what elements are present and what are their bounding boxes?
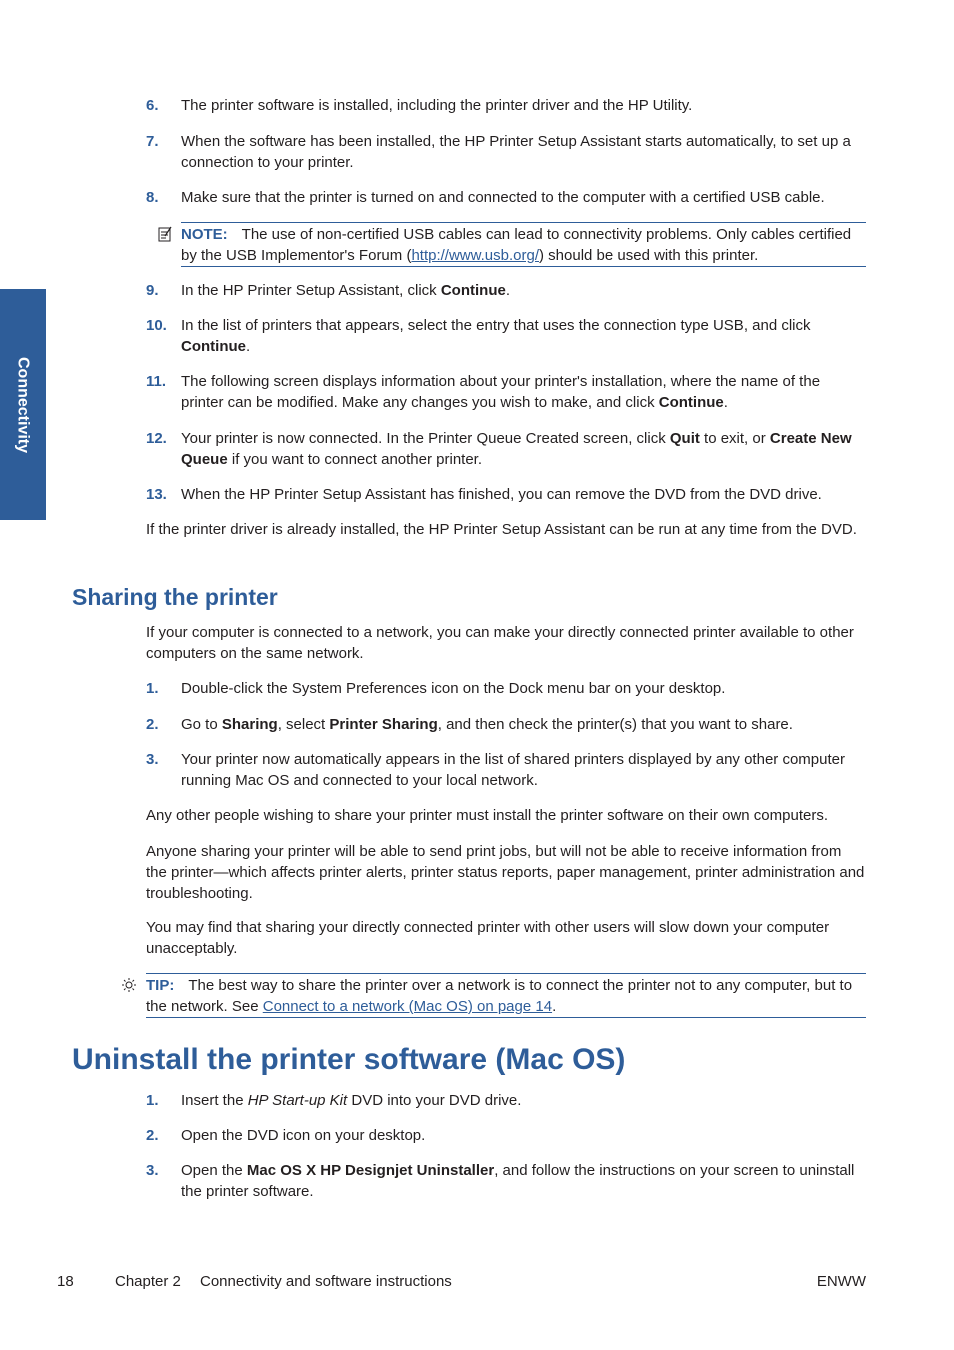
list-item (146, 428, 866, 470)
lightbulb-icon (121, 977, 137, 993)
step-text: Double-click the System Preferences icon on the Dock menu bar on your desktop. (181, 680, 726, 697)
note-label: NOTE: (181, 226, 228, 243)
paragraph: If the printer driver is already installed, the HP Printer Setup Assistant can be run at any time from the DVD. (146, 521, 857, 538)
paragraph: You may find that sharing your directly connected printer with other users will slow down your computer unacceptably. (146, 919, 830, 957)
footer-chapter-title: Connectivity and software instructions (200, 1273, 452, 1290)
step-text: Your printer is now connected. In the Printer Queue Created screen, click Quit to exit, or Create New Queue if you want to connect another printer. (181, 430, 852, 468)
footer-locale: ENWW (816, 1273, 866, 1290)
chapter-heading: Uninstall the printer software (Mac OS) (72, 1043, 626, 1076)
step-number: 9. (146, 282, 159, 299)
step-number: 3. (146, 1162, 159, 1179)
list-item (146, 1125, 866, 1146)
tip-label: TIP: (146, 977, 175, 994)
list-item (146, 315, 866, 357)
step-text: Go to Sharing, select Printer Sharing, and then check the printer(s) that you want to share. (181, 716, 793, 733)
list-item (146, 1160, 866, 1202)
step-text: Your printer now automatically appears in the list of shared printers displayed by any other computer running Mac OS and connected to your local network. (181, 751, 845, 789)
list-item (146, 484, 866, 505)
side-tab (0, 289, 46, 520)
section-heading: Sharing the printer (72, 584, 278, 610)
step-number: 10. (146, 317, 167, 334)
list-item (146, 371, 866, 413)
step-text: The printer software is installed, including the printer driver and the HP Utility. (181, 97, 693, 114)
side-tab-label: Connectivity (14, 356, 32, 453)
list-item (146, 131, 866, 173)
paragraph: If your computer is connected to a network, you can make your directly connected printer available to other computers on the same network. (146, 624, 854, 662)
step-number: 13. (146, 486, 167, 503)
note-text (181, 223, 866, 266)
step-text: The following screen displays information about your printer's installation, where the name of the printer can be modified. Make any changes you wish to make, and click Continue. (181, 373, 821, 411)
list-item (146, 678, 866, 699)
paragraph: Any other people wishing to share your printer must install the printer software on their own computers. (146, 807, 829, 824)
connect-network-link[interactable]: Connect to a network (Mac OS) on page 14 (262, 998, 553, 1015)
list-item (146, 1090, 866, 1111)
tip-box (146, 973, 866, 1018)
footer-chapter: Chapter 2 (115, 1273, 181, 1290)
step-number: 6. (146, 97, 159, 114)
tip-text (146, 974, 866, 1017)
tip-body-end: . (552, 998, 557, 1015)
step-text: Insert the HP Start-up Kit DVD into your DVD drive. (181, 1092, 522, 1109)
step-number: 2. (146, 716, 159, 733)
list-item (146, 749, 866, 791)
step-text: When the HP Printer Setup Assistant has finished, you can remove the DVD from the DVD drive. (181, 486, 822, 503)
step-number: 8. (146, 189, 159, 206)
tip-body: The best way to share the printer over a network is to connect the printer not to any computer, but to the network. See (146, 977, 853, 1015)
paragraph: Anyone sharing your printer will be able to send print jobs, but will not be able to receive information from the printer—which affects printer alerts, printer status reports, paper management, printer administration and troubleshooting. (146, 843, 865, 902)
usb-link[interactable]: http://www.usb.org/ (411, 247, 539, 264)
page-number: 18 (57, 1273, 74, 1290)
step-text: Open the Mac OS X HP Designjet Uninstaller, and follow the instructions on your screen to uninstall the printer software. (181, 1162, 855, 1200)
step-number: 2. (146, 1127, 159, 1144)
step-text: Open the DVD icon on your desktop. (181, 1127, 426, 1144)
step-number: 12. (146, 430, 167, 447)
note-body: The use of non-certified USB cables can lead to connectivity problems. Only cables certified by the USB Implementor's Forum ( (181, 226, 852, 264)
list-item (146, 280, 866, 301)
step-number: 11. (146, 373, 167, 390)
list-item (146, 714, 866, 735)
step-number: 7. (146, 133, 159, 150)
step-text: When the software has been installed, the HP Printer Setup Assistant starts automatically, to set up a connection to your printer. (181, 133, 851, 171)
note-box (181, 222, 866, 267)
step-number: 1. (146, 680, 159, 697)
step-text: Make sure that the printer is turned on and connected to the computer with a certified USB cable. (181, 189, 825, 206)
list-item (146, 187, 866, 208)
step-number: 1. (146, 1092, 159, 1109)
step-text: In the list of printers that appears, select the entry that uses the connection type USB, and click Continue. (181, 317, 811, 355)
note-icon (157, 226, 173, 242)
step-number: 3. (146, 751, 159, 768)
step-text: In the HP Printer Setup Assistant, click Continue. (181, 282, 511, 299)
note-body-end: ) should be used with this printer. (539, 247, 759, 264)
list-item (146, 95, 866, 116)
